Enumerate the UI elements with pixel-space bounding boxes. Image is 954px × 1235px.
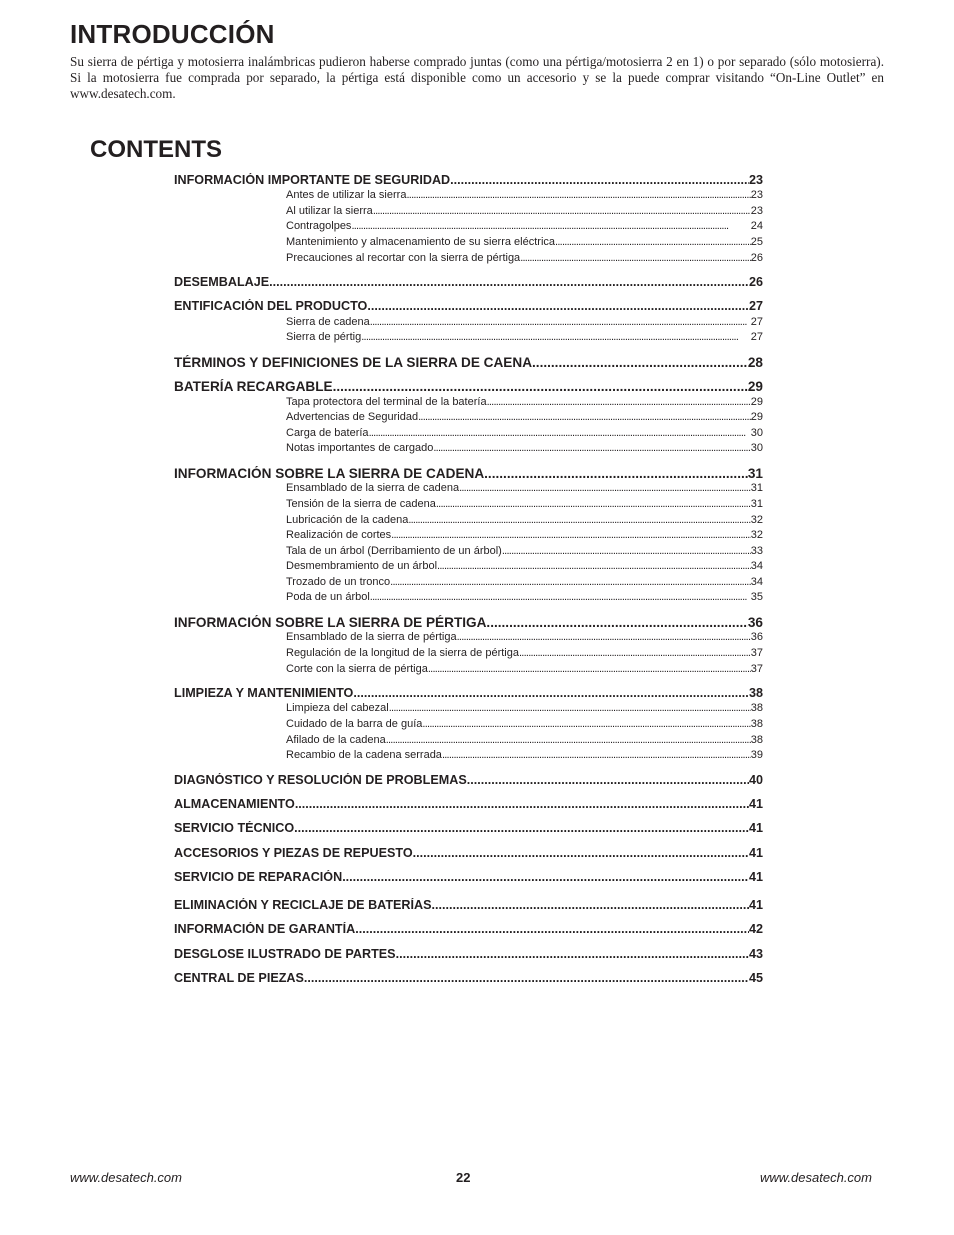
toc-entry-title: Cuidado de la barra de guía: [286, 718, 423, 730]
toc-entry-page: 33: [750, 545, 763, 557]
toc-entry-page: 43: [748, 947, 763, 961]
toc-entry-page: 35: [750, 591, 763, 603]
toc-dot-leader: [408, 514, 750, 526]
toc-entry-title: Ensamblado de la sierra de cadena: [286, 482, 460, 494]
toc-entry-title: Tala de un árbol (Derribamiento de un árbol): [286, 545, 502, 557]
toc-entry-title: Poda de un árbol: [286, 591, 370, 603]
toc-entry-page: 45: [748, 971, 763, 985]
toc-subsection-entry: [286, 734, 763, 746]
toc-dot-leader: [269, 275, 749, 289]
toc-dot-leader: [502, 545, 751, 557]
toc-dot-leader: [304, 971, 749, 985]
toc-subsection-entry: [286, 316, 763, 328]
toc-dot-leader: [333, 379, 748, 394]
toc-entry-title: TÉRMINOS Y DEFINICIONES DE LA SIERRA DE CAENA: [174, 355, 533, 370]
toc-entry-page: 38: [750, 718, 763, 730]
toc-subsection-entry: [286, 498, 763, 510]
toc-entry-title: SERVICIO TÉCNICO: [174, 821, 295, 835]
toc-entry-title: DIAGNÓSTICO Y RESOLUCIÓN DE PROBLEMAS: [174, 773, 467, 787]
toc-entry-page: 41: [748, 898, 763, 912]
toc-dot-leader: [467, 773, 749, 787]
toc-entry-title: Contragolpes: [286, 220, 352, 232]
toc-entry-title: Ensamblado de la sierra de pértiga: [286, 631, 457, 643]
toc-entry-page: 41: [748, 797, 763, 811]
toc-dot-leader: [361, 331, 751, 343]
toc-entry-title: Sierra de pértig: [286, 331, 362, 343]
toc-entry-title: DESEMBALAJE: [174, 275, 270, 289]
toc-entry-page: 23: [748, 173, 763, 187]
toc-entry-title: Sierra de cadena: [286, 316, 370, 328]
toc-entry-page: 42: [748, 922, 763, 936]
toc-subsection-entry: [286, 514, 763, 526]
toc-entry-page: 41: [748, 870, 763, 884]
toc-dot-leader: [428, 663, 751, 675]
toc-entry-title: Regulación de la longitud de la sierra de pértiga: [286, 647, 519, 659]
toc-entry-title: Trozado de un tronco: [286, 576, 391, 588]
toc-entry-page: 38: [750, 734, 763, 746]
toc-dot-leader: [294, 821, 749, 835]
toc-dot-leader: [436, 498, 751, 510]
contents-title: CONTENTS: [90, 136, 222, 163]
toc-entry-page: 29: [750, 411, 763, 423]
toc-entry-title: Limpieza del cabezal: [286, 702, 389, 714]
toc-entry-page: 30: [750, 427, 763, 439]
toc-subsection-entry: [286, 631, 763, 643]
toc-dot-leader: [487, 396, 751, 408]
toc-section-entry: [174, 466, 763, 481]
toc-dot-leader: [459, 482, 751, 494]
toc-section-entry: [174, 686, 763, 700]
toc-dot-leader: [520, 252, 751, 264]
toc-entry-title: Al utilizar la sierra: [286, 205, 373, 217]
toc-entry-page: 31: [747, 466, 763, 481]
toc-dot-leader: [386, 734, 751, 746]
toc-dot-leader: [418, 411, 751, 423]
toc-subsection-entry: [286, 396, 763, 408]
toc-entry-page: 27: [748, 299, 763, 313]
toc-dot-leader: [519, 647, 751, 659]
toc-entry-title: Afilado de la cadena: [286, 734, 386, 746]
toc-entry-page: 36: [750, 631, 763, 643]
toc-dot-leader: [370, 591, 751, 603]
toc-subsection-entry: [286, 663, 763, 675]
toc-entry-title: Notas importantes de cargado: [286, 442, 434, 454]
toc-subsection-entry: [286, 252, 763, 264]
toc-section-entry: [174, 615, 763, 630]
toc-entry-page: 36: [747, 615, 763, 630]
toc-entry-title: Corte con la sierra de pértiga: [286, 663, 428, 675]
toc-entry-title: Mantenimiento y almacenamiento de su sierra eléctrica: [286, 236, 556, 248]
toc-dot-leader: [457, 631, 751, 643]
toc-dot-leader: [484, 466, 748, 481]
toc-dot-leader: [422, 718, 750, 730]
toc-entry-page: 23: [750, 189, 763, 201]
toc-subsection-entry: [286, 236, 763, 248]
toc-subsection-entry: [286, 220, 763, 232]
toc-section-entry: [174, 173, 763, 187]
toc-dot-leader: [486, 615, 747, 630]
toc-subsection-entry: [286, 647, 763, 659]
toc-entry-title: Tapa protectora del terminal de la batería: [286, 396, 487, 408]
toc-section-entry: [174, 299, 763, 313]
toc-entry-page: 26: [748, 275, 763, 289]
toc-dot-leader: [351, 220, 750, 232]
toc-dot-leader: [390, 576, 751, 588]
toc-section-entry: [174, 846, 763, 860]
toc-section-entry: [174, 922, 763, 936]
toc-entry-page: 34: [750, 576, 763, 588]
toc-section-entry: [174, 870, 763, 884]
toc-entry-page: 28: [747, 355, 763, 370]
toc-entry-page: 40: [748, 773, 763, 787]
toc-entry-page: 23: [750, 205, 763, 217]
toc-dot-leader: [391, 529, 751, 541]
toc-entry-title: INFORMACIÓN IMPORTANTE DE SEGURIDAD: [174, 173, 451, 187]
toc-section-entry: [174, 355, 763, 370]
toc-section-entry: [174, 971, 763, 985]
toc-entry-title: SERVICIO DE REPARACIÓN: [174, 870, 343, 884]
toc-subsection-entry: [286, 442, 763, 454]
toc-entry-page: 27: [750, 316, 763, 328]
toc-dot-leader: [555, 236, 751, 248]
toc-dot-leader: [369, 427, 751, 439]
footer-website-right[interactable]: www.desatech.com: [760, 1170, 872, 1185]
toc-subsection-entry: [286, 749, 763, 761]
toc-section-entry: [174, 275, 763, 289]
toc-entry-page: 38: [750, 702, 763, 714]
toc-entry-title: LIMPIEZA Y MANTENIMIENTO: [174, 686, 354, 700]
toc-entry-page: 38: [748, 686, 763, 700]
toc-entry-title: ACCESORIOS Y PIEZAS DE REPUESTO: [174, 846, 413, 860]
toc-subsection-entry: [286, 529, 763, 541]
toc-entry-title: ENTIFICACIÓN DEL PRODUCTO: [174, 299, 368, 313]
toc-entry-title: Tensión de la sierra de cadena: [286, 498, 436, 510]
toc-entry-title: INFORMACIÓN SOBRE LA SIERRA DE CADENA: [174, 466, 485, 481]
toc-subsection-entry: [286, 560, 763, 572]
toc-dot-leader: [295, 797, 749, 811]
toc-dot-leader: [389, 702, 751, 714]
toc-entry-title: Carga de batería: [286, 427, 369, 439]
toc-entry-page: 27: [750, 331, 763, 343]
toc-entry-title: Recambio de la cadena serrada: [286, 749, 442, 761]
toc-entry-page: 30: [750, 442, 763, 454]
toc-entry-page: 34: [750, 560, 763, 572]
toc-subsection-entry: [286, 205, 763, 217]
toc-dot-leader: [353, 686, 749, 700]
intro-paragraph: Su sierra de pértiga y motosierra inalámbricas pudieron haberse comprado juntas (como una pértiga/motosierra 2 en 1) o por separado (sólo motosierra). Si la motosierra fue comprada por separado, la pértiga está disponible como un accesorio y se la puede comprar visitando “On-Line Outlet” en www.desatech.com.: [70, 54, 884, 101]
toc-entry-title: BATERÍA RECARGABLE: [174, 379, 333, 394]
toc-entry-title: Lubricación de la cadena: [286, 514, 409, 526]
toc-subsection-entry: [286, 718, 763, 730]
toc-entry-page: 41: [748, 821, 763, 835]
toc-section-entry: [174, 797, 763, 811]
intro-title: INTRODUCCIÓN: [70, 19, 275, 49]
toc-entry-title: INFORMACIÓN SOBRE LA SIERRA DE PÉRTIGA: [174, 615, 487, 630]
toc-dot-leader: [532, 355, 748, 370]
toc-dot-leader: [433, 442, 750, 454]
toc-subsection-entry: [286, 576, 763, 588]
page-number: 22: [456, 1170, 471, 1185]
toc-entry-page: 29: [750, 396, 763, 408]
toc-entry-page: 41: [748, 846, 763, 860]
toc-entry-title: INFORMACIÓN DE GARANTÍA: [174, 922, 356, 936]
toc-entry-title: CENTRAL DE PIEZAS: [174, 971, 304, 985]
toc-entry-page: 32: [750, 514, 763, 526]
toc-subsection-entry: [286, 482, 763, 494]
toc-entry-title: Advertencias de Seguridad: [286, 411, 419, 423]
toc-entry-page: 32: [750, 529, 763, 541]
toc-dot-leader: [396, 947, 749, 961]
toc-dot-leader: [413, 846, 749, 860]
toc-entry-title: ELIMINACIÓN Y RECICLAJE DE BATERÍAS: [174, 898, 432, 912]
toc-dot-leader: [373, 205, 751, 217]
toc-subsection-entry: [286, 591, 763, 603]
toc-subsection-entry: [286, 702, 763, 714]
toc-dot-leader: [406, 189, 750, 201]
toc-subsection-entry: [286, 427, 763, 439]
toc-entry-title: Realización de cortes: [286, 529, 392, 541]
toc-subsection-entry: [286, 189, 763, 201]
toc-dot-leader: [432, 898, 749, 912]
toc-dot-leader: [355, 922, 749, 936]
toc-entry-title: Precauciones al recortar con la sierra de pértiga: [286, 252, 521, 264]
toc-entry-page: 31: [750, 482, 763, 494]
toc-entry-title: Desmembramiento de un árbol: [286, 560, 438, 572]
toc-entry-page: 26: [750, 252, 763, 264]
toc-section-entry: [174, 379, 763, 394]
toc-entry-title: ALMACENAMIENTO: [174, 797, 295, 811]
toc-entry-page: 31: [750, 498, 763, 510]
toc-entry-page: 25: [750, 236, 763, 248]
toc-entry-page: 37: [750, 663, 763, 675]
toc-entry-title: Antes de utilizar la sierra: [286, 189, 407, 201]
toc-dot-leader: [437, 560, 751, 572]
toc-entry-page: 39: [750, 749, 763, 761]
toc-entry-page: 37: [750, 647, 763, 659]
toc-entry-page: 29: [747, 379, 763, 394]
toc-dot-leader: [367, 299, 749, 313]
footer-website-left[interactable]: www.desatech.com: [70, 1170, 182, 1185]
toc-entry-title: DESGLOSE ILUSTRADO DE PARTES: [174, 947, 396, 961]
toc-dot-leader: [442, 749, 751, 761]
toc-dot-leader: [370, 316, 751, 328]
toc-subsection-entry: [286, 545, 763, 557]
toc-subsection-entry: [286, 331, 763, 343]
toc-dot-leader: [450, 173, 749, 187]
toc-section-entry: [174, 947, 763, 961]
toc-section-entry: [174, 898, 763, 912]
toc-entry-page: 24: [750, 220, 763, 232]
toc-section-entry: [174, 773, 763, 787]
toc-dot-leader: [342, 870, 749, 884]
toc-section-entry: [174, 821, 763, 835]
toc-subsection-entry: [286, 411, 763, 423]
